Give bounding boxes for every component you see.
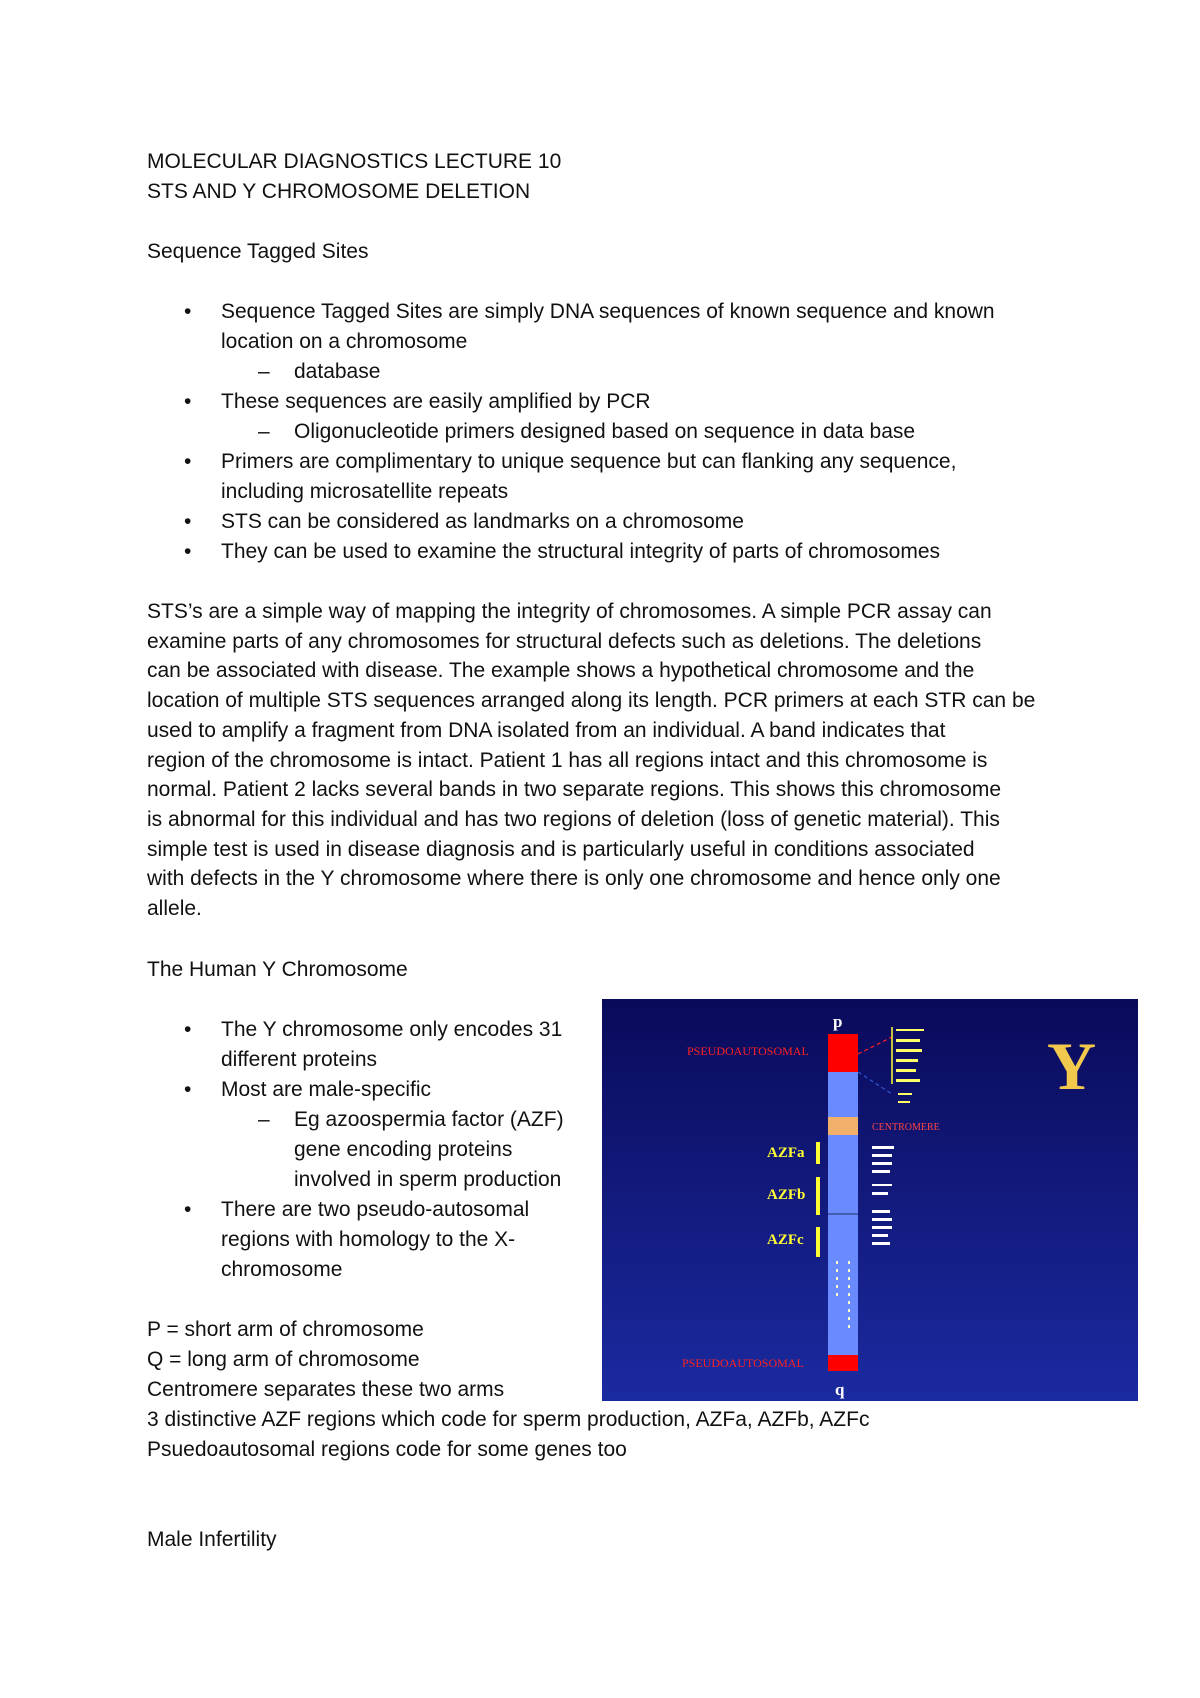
bullet-text: Most are male-specific bbox=[221, 1078, 432, 1101]
paragraph-line: STS’s are a simple way of mapping the integrity of chromosomes. A simple PCR assay can bbox=[147, 600, 992, 623]
paragraph-line: normal. Patient 2 lacks several bands in two separate regions. This shows this chromosome bbox=[147, 778, 1002, 802]
bullet-text: chromosome bbox=[221, 1258, 343, 1281]
bullet-text: The Y chromosome only encodes 31 bbox=[221, 1018, 563, 1041]
bullet-text: different proteins bbox=[221, 1048, 378, 1071]
sub-bullet-marker: – bbox=[258, 1108, 270, 1131]
bullet-text: Sequence Tagged Sites are simply DNA sequences of known sequence and known bbox=[221, 300, 995, 323]
sub-bullet-text: involved in sperm production bbox=[294, 1168, 562, 1191]
paragraph-line: can be associated with disease. The example shows a hypothetical chromosome and the bbox=[147, 659, 975, 683]
bullet-marker: • bbox=[184, 300, 192, 323]
section-heading-male-infertility: Male Infertility bbox=[147, 1528, 277, 1551]
paragraph-line: simple test is used in disease diagnosis and is particularly useful in conditions associated bbox=[147, 837, 975, 861]
azfb-bar bbox=[816, 1177, 820, 1215]
p-arm-label: p bbox=[833, 1012, 843, 1031]
pseudoautosomal-label-bottom: PSEUDOAUTOSOMAL bbox=[682, 1356, 804, 1370]
paragraph-line: is abnormal for this individual and has two regions of deletion (loss of genetic material). This bbox=[147, 807, 1000, 831]
sub-bullet-marker: – bbox=[258, 360, 270, 383]
bullet-marker: • bbox=[184, 1018, 192, 1041]
paragraph-line: examine parts of any chromosomes for structural defects such as deletions. The deletions bbox=[147, 629, 982, 653]
bullet-text: Primers are complimentary to unique sequence but can flanking any sequence, bbox=[221, 450, 957, 473]
doc-subtitle: STS AND Y CHROMOSOME DELETION bbox=[147, 180, 531, 203]
centromere-label: CENTROMERE bbox=[872, 1122, 940, 1133]
bullet-marker: • bbox=[184, 510, 192, 533]
paragraph-line: with defects in the Y chromosome where there is only one chromosome and hence only one bbox=[147, 867, 1001, 891]
azfa-bar bbox=[816, 1142, 820, 1164]
bullet-text: They can be used to examine the structural integrity of parts of chromosomes bbox=[221, 540, 941, 563]
azfa-label: AZFa bbox=[767, 1145, 805, 1161]
sub-bullet-text: Eg azoospermia factor (AZF) bbox=[294, 1108, 564, 1131]
y-chromosome-figure bbox=[602, 999, 1138, 1401]
p-arm-segment bbox=[828, 1072, 858, 1117]
bullet-text: including microsatellite repeats bbox=[221, 480, 509, 503]
paragraph-line: region of the chromosome is intact. Patient 1 has all regions intact and this chromosome is bbox=[147, 748, 988, 772]
sub-bullet-marker: – bbox=[258, 420, 270, 443]
pseudoautosomal-region-top bbox=[828, 1034, 858, 1072]
y-chromosome-diagram bbox=[602, 999, 1138, 1401]
pseudoautosomal-line: Psuedoautosomal regions code for some genes too bbox=[147, 1438, 627, 1461]
bullet-marker: • bbox=[184, 390, 192, 413]
bullet-marker: • bbox=[184, 450, 192, 473]
section-heading-y-chromosome: The Human Y Chromosome bbox=[147, 958, 408, 981]
definition-centromere: Centromere separates these two arms bbox=[147, 1378, 505, 1401]
sub-bullet-text: gene encoding proteins bbox=[294, 1138, 513, 1161]
bullet-marker: • bbox=[184, 540, 192, 563]
azfc-label: AZFc bbox=[767, 1232, 804, 1248]
bullet-text: STS can be considered as landmarks on a chromosome bbox=[221, 510, 744, 533]
centromere-segment bbox=[828, 1117, 858, 1135]
bullet-text: regions with homology to the X- bbox=[221, 1228, 516, 1251]
definition-p: P = short arm of chromosome bbox=[147, 1318, 424, 1341]
azfc-bar bbox=[816, 1227, 820, 1257]
section-heading-sts: Sequence Tagged Sites bbox=[147, 240, 369, 263]
bullet-text: These sequences are easily amplified by PCR bbox=[221, 390, 651, 413]
sub-bullet-text: Oligonucleotide primers designed based on sequence in data base bbox=[294, 420, 916, 443]
azfb-label: AZFb bbox=[767, 1187, 806, 1203]
paragraph-line: allele. bbox=[147, 897, 202, 921]
paragraph-line: location of multiple STS sequences arranged along its length. PCR primers at each STR can be bbox=[147, 689, 1036, 713]
doc-title: MOLECULAR DIAGNOSTICS LECTURE 10 bbox=[147, 150, 562, 173]
pseudoautosomal-label-top: PSEUDOAUTOSOMAL bbox=[687, 1044, 809, 1058]
sub-bullet-text: database bbox=[294, 360, 381, 383]
pseudoautosomal-region-bottom bbox=[828, 1355, 858, 1371]
q-arm-segment bbox=[828, 1135, 858, 1355]
definition-q: Q = long arm of chromosome bbox=[147, 1348, 420, 1371]
bullet-text: There are two pseudo-autosomal bbox=[221, 1198, 530, 1221]
bullet-text: location on a chromosome bbox=[221, 330, 468, 353]
bullet-marker: • bbox=[184, 1198, 192, 1221]
body-paragraph bbox=[147, 597, 1077, 924]
azf-regions-line: 3 distinctive AZF regions which code for sperm production, AZFa, AZFb, AZFc bbox=[147, 1408, 870, 1431]
bullet-marker: • bbox=[184, 1078, 192, 1101]
q-arm-label: q bbox=[835, 1380, 845, 1399]
paragraph-line: used to amplify a fragment from DNA isolated from an individual. A band indicates that bbox=[147, 718, 946, 742]
big-y-label: Y bbox=[1047, 1028, 1097, 1104]
